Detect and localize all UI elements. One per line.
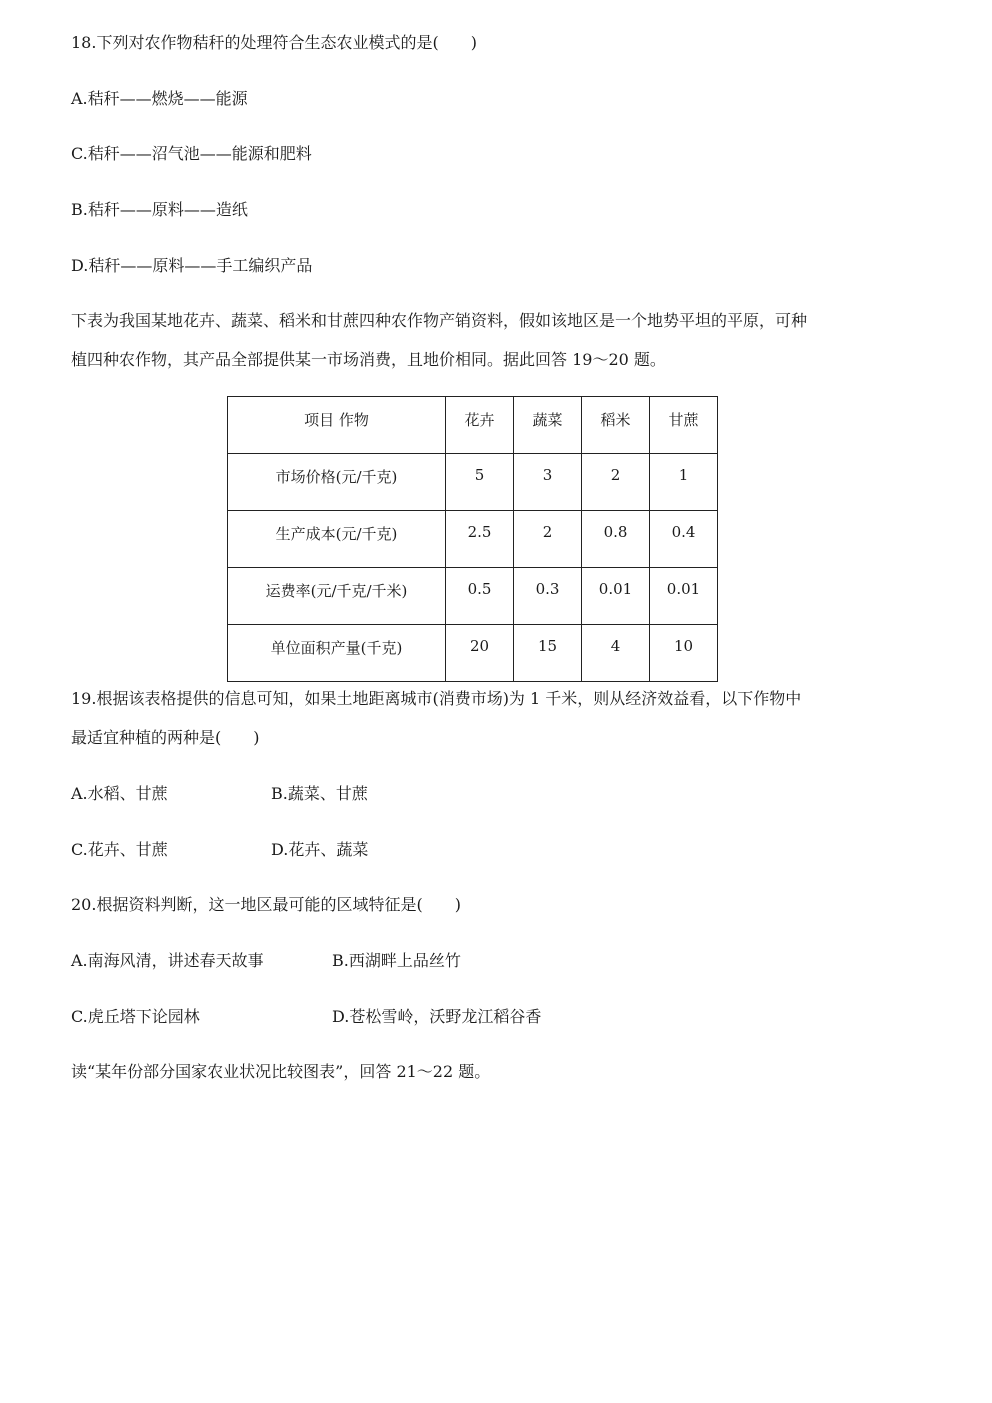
table-header-cell: 花卉 [446, 397, 514, 454]
table-header-row [228, 397, 718, 454]
table-cell: 3 [514, 454, 582, 511]
q18-option-d: D.秸秆——原料——手工编织产品 [71, 256, 313, 275]
crop-data-table [227, 396, 718, 682]
table-cell: 2.5 [446, 511, 514, 568]
q19-stem-line-2: 最适宜种植的两种是( ) [71, 728, 260, 747]
table-cell: 0.3 [514, 568, 582, 625]
table-cell: 生产成本(元/千克) [228, 511, 446, 568]
next-questions-intro: 读“某年份部分国家农业状况比较图表”，回答 21～22 题。 [71, 1062, 491, 1081]
q18-option-a: A.秸秆——燃烧——能源 [71, 89, 248, 108]
table-row [228, 625, 718, 682]
q18-option-b: B.秸秆——原料——造纸 [71, 200, 248, 219]
intro-line-2: 植四种农作物，其产品全部提供某一市场消费，且地价相同。据此回答 19～20 题。 [71, 350, 666, 369]
q19-option-b: B.蔬菜、甘蔗 [271, 784, 368, 803]
table-header-cell: 稻米 [582, 397, 650, 454]
q19-option-a: A.水稻、甘蔗 [71, 784, 168, 803]
q20-option-c: C.虎丘塔下论园林 [71, 1007, 200, 1026]
table-cell: 运费率(元/千克/千米) [228, 568, 446, 625]
table-cell: 20 [446, 625, 514, 682]
table-cell: 2 [582, 454, 650, 511]
table-cell: 市场价格(元/千克) [228, 454, 446, 511]
table-cell: 0.4 [650, 511, 718, 568]
q19-option-d: D.花卉、蔬菜 [271, 840, 369, 859]
table-cell: 0.8 [582, 511, 650, 568]
table-row [228, 511, 718, 568]
table-cell: 5 [446, 454, 514, 511]
table-header-cell: 蔬菜 [514, 397, 582, 454]
intro-line-1: 下表为我国某地花卉、蔬菜、稻米和甘蔗四种农作物产销资料，假如该地区是一个地势平坦的平原，可种 [71, 311, 808, 330]
q20-option-a: A.南海风清，讲述春天故事 [71, 951, 264, 970]
table-cell: 1 [650, 454, 718, 511]
q20-option-b: B.西湖畔上品丝竹 [332, 951, 461, 970]
q19-stem-line-1: 19.根据该表格提供的信息可知，如果土地距离城市(消费市场)为 1 千米，则从经济效益看，以下作物中 [71, 689, 802, 708]
q18-stem: 18.下列对农作物秸秆的处理符合生态农业模式的是( ) [71, 33, 477, 52]
table-cell: 10 [650, 625, 718, 682]
table-cell: 4 [582, 625, 650, 682]
q18-option-c: C.秸秆——沼气池——能源和肥料 [71, 144, 312, 163]
q19-option-c: C.花卉、甘蔗 [71, 840, 168, 859]
q20-option-d: D.苍松雪岭，沃野龙江稻谷香 [332, 1007, 542, 1026]
q20-stem: 20.根据资料判断，这一地区最可能的区域特征是( ) [71, 895, 461, 914]
table-row [228, 568, 718, 625]
table-row [228, 454, 718, 511]
table-header-cell: 甘蔗 [650, 397, 718, 454]
table-header-cell: 项目 作物 [228, 397, 446, 454]
table-cell: 0.5 [446, 568, 514, 625]
table-cell: 0.01 [582, 568, 650, 625]
table-cell: 0.01 [650, 568, 718, 625]
table-cell: 2 [514, 511, 582, 568]
table-cell: 单位面积产量(千克) [228, 625, 446, 682]
table-cell: 15 [514, 625, 582, 682]
